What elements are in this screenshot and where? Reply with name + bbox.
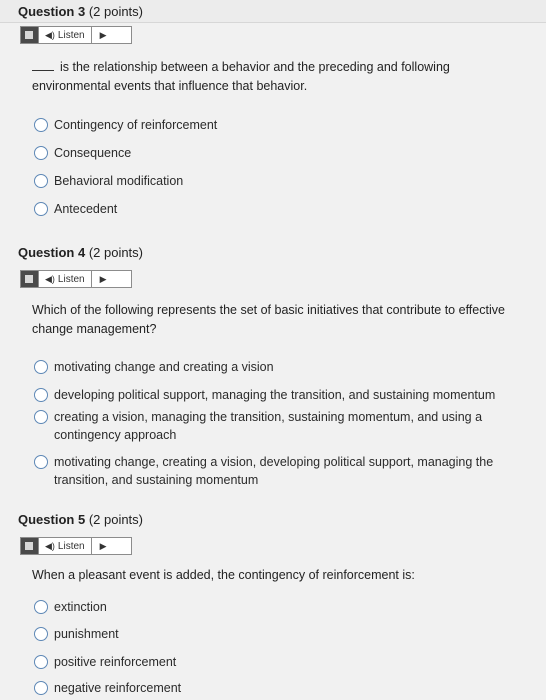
option-positive-reinforcement[interactable] [34,653,534,671]
radio-button[interactable] [34,627,48,641]
option-developing-political-support[interactable] [34,386,534,404]
play-icon[interactable]: ▶ [99,540,107,551]
listen-toolbar [20,26,132,44]
option-label: extinction [54,600,107,614]
radio-button[interactable] [34,455,48,469]
radio-button[interactable] [34,202,48,216]
option-label: Behavioral modification [54,174,184,188]
option-antecedent[interactable] [34,200,534,218]
option-label: developing political support, managing the transition, and sustaining momentum [54,388,496,402]
stop-icon[interactable] [21,538,39,554]
option-consequence[interactable] [34,144,534,162]
speaker-icon: ◀) [45,29,55,40]
question-text: Which of the following represents the set of basic initiatives that contribute to effective change management? [32,303,505,336]
option-label: Contingency of reinforcement [54,118,218,132]
radio-button[interactable] [34,410,48,424]
blank-line [32,60,54,71]
radio-button[interactable] [34,360,48,374]
stop-icon[interactable] [21,271,39,287]
option-label: Antecedent [54,202,118,216]
question-text [32,58,512,96]
listen-toolbar [20,537,132,555]
option-label: positive reinforcement [54,655,177,669]
question-title [18,245,143,260]
radio-button[interactable] [34,174,48,188]
speaker-icon: ◀) [45,273,55,284]
question-points: (2 points) [88,512,144,527]
radio-button[interactable] [34,655,48,669]
listen-toolbar [20,270,132,288]
question-text-content: is the relationship between a behavior and the preceding and following environmental events that influence that behavior. [32,60,450,93]
option-label: negative reinforcement [54,681,182,695]
option-label: motivating change, creating a vision, developing political support, managing the transition, and sustaining momentum [54,455,494,487]
listen-button[interactable] [39,538,92,554]
option-label: motivating change and creating a vision [54,360,274,374]
option-extinction[interactable] [34,598,534,616]
question-title [18,4,143,19]
question-number: Question 3 [18,4,86,19]
listen-label: Listen [57,273,85,285]
radio-button[interactable] [34,681,48,695]
option-motivating-change[interactable] [34,358,534,376]
option-creating-a-vision[interactable] [34,408,504,444]
radio-button[interactable] [34,600,48,614]
option-contingency[interactable] [34,116,534,134]
radio-button[interactable] [34,388,48,402]
play-icon[interactable]: ▶ [99,29,107,40]
question-points: (2 points) [88,245,144,260]
option-label: creating a vision, managing the transition, sustaining momentum, and using a contingency approach [54,410,483,442]
radio-button[interactable] [34,146,48,160]
option-negative-reinforcement[interactable] [34,679,534,697]
listen-label: Listen [57,540,85,552]
option-behavioral-modification[interactable] [34,172,534,190]
listen-button[interactable] [39,271,92,287]
option-punishment[interactable] [34,625,534,643]
speaker-icon: ◀) [45,540,55,551]
radio-button[interactable] [34,118,48,132]
option-motivating-change-full[interactable] [34,453,524,489]
question-title [18,512,143,527]
option-label: Consequence [54,146,132,160]
option-label: punishment [54,627,119,641]
stop-icon[interactable] [21,27,39,43]
question-text: When a pleasant event is added, the contingency of reinforcement is: [32,568,415,582]
play-icon[interactable]: ▶ [99,273,107,284]
listen-button[interactable] [39,27,92,43]
question-number: Question 4 [18,245,86,260]
question-number: Question 5 [18,512,86,527]
question-points: (2 points) [88,4,144,19]
listen-label: Listen [57,29,85,41]
